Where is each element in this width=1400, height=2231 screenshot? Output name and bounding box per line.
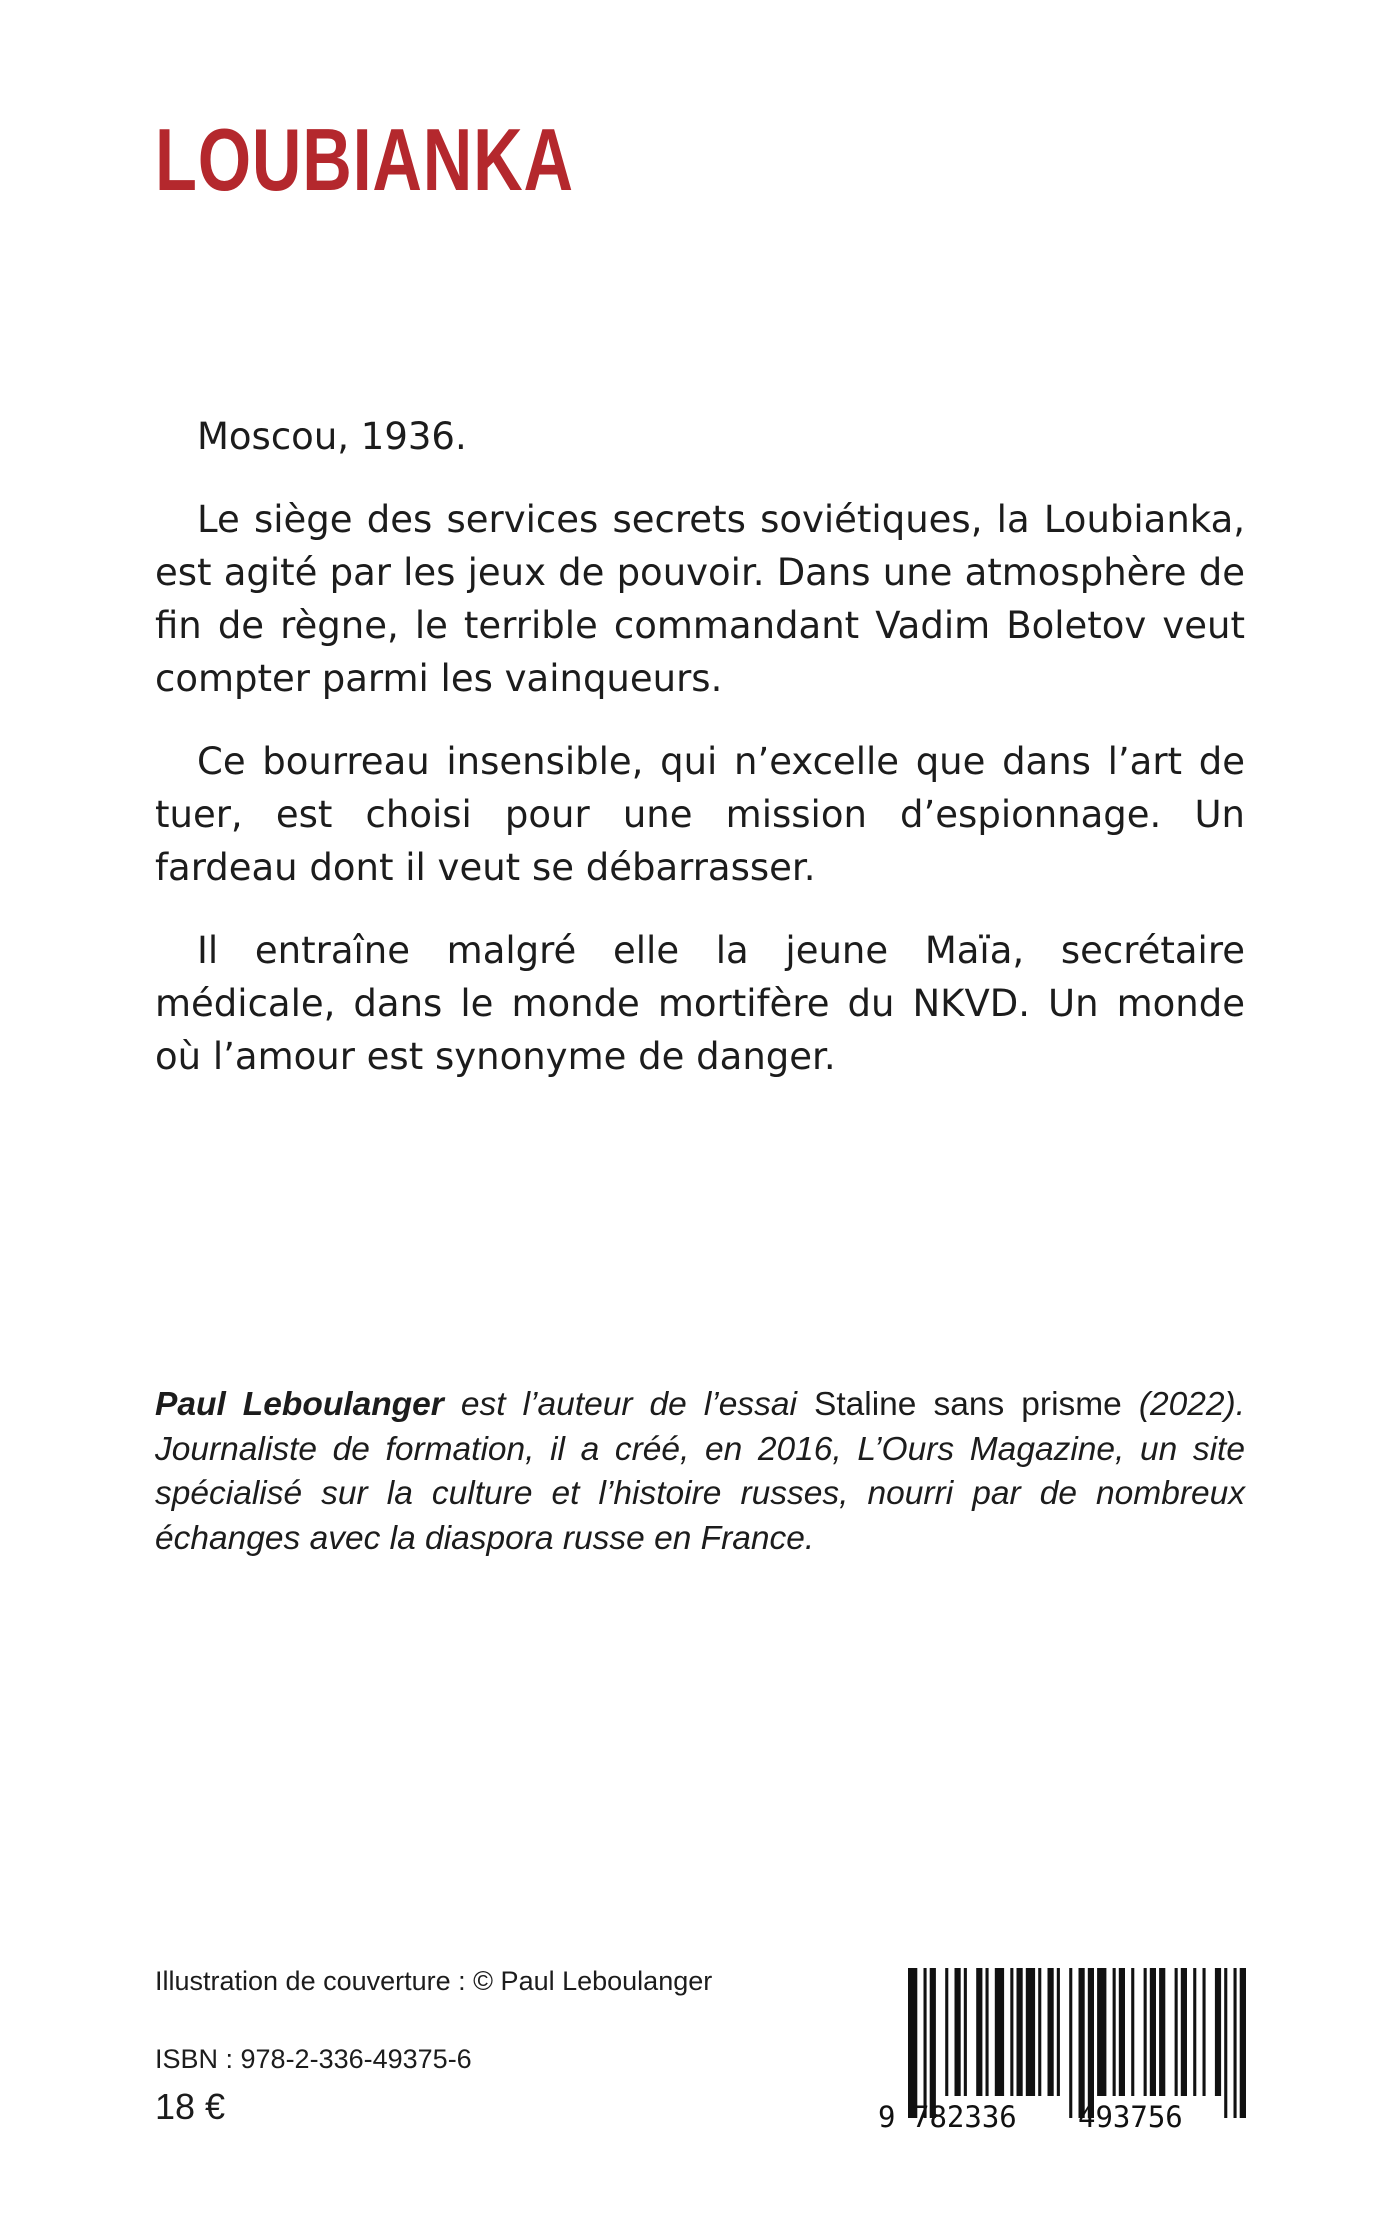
barcode-bar [955,1968,961,2096]
author-name: Paul Leboulanger [155,1386,444,1423]
blurb-paragraph: Moscou, 1936. [197,415,467,458]
barcode-bar [995,1968,1004,2096]
barcode-bar [908,1968,917,2118]
barcode-bar [1144,1968,1147,2096]
barcode-bar [986,1968,989,2096]
barcode-bar [1215,1968,1221,2096]
barcode-bar [1150,1968,1156,2096]
barcode-digits-right: 493756 [1078,2100,1183,2134]
book-title: LOUBIANKA [155,110,574,209]
barcode-bar [1017,1968,1023,2096]
barcode-bar [1088,1968,1094,2118]
essay-title: Staline sans prisme [814,1386,1122,1423]
barcode [878,1968,1246,2138]
blurb [155,410,1245,1113]
price: 18 € [155,2086,226,2127]
barcode-bar [976,1968,982,2096]
barcode-bar [1079,1968,1085,2118]
illustration-credit: Illustration de couverture : © Paul Leboulanger [155,1966,713,1996]
barcode-bar [1224,1968,1227,2118]
barcode-bar [1038,1968,1041,2096]
barcode-bar [1010,1968,1013,2096]
isbn: ISBN : 978-2-336-49375-6 [155,2044,472,2074]
bio-text-continued: (2022). Journaliste de formation, il a créé, en 2016, L’Ours Magazine, un site spécialisé sur la culture et l’histoire russes, nourri par de nombreux échanges avec la diaspora russe en France. [155,1386,1246,1557]
barcode-bar [1097,1968,1106,2096]
barcode-bar [924,1968,927,2118]
barcode-bar [930,1968,936,2118]
barcode-bar [1203,1968,1206,2096]
barcode-bar [1131,1968,1134,2096]
barcode-bar [1175,1968,1178,2096]
blurb-paragraph: Ce bourreau insensible, qui n’excelle que dans l’art de tuer, est choisi pour une mission d’espionnage. Un fardeau dont il veut se débarrasser. [155,740,1245,889]
barcode-digit-first: 9 [878,2100,896,2134]
barcode-bar [1048,1968,1054,2096]
barcode-bar [1159,1968,1165,2096]
barcode-bar [1181,1968,1187,2096]
barcode-bar [964,1968,967,2096]
blurb-paragraph: Il entraîne malgré elle la jeune Maïa, secrétaire médicale, dans le monde mortifère du NKVD. Un monde où l’amour est synonyme de danger. [155,929,1245,1078]
barcode-bar [1069,1968,1072,2118]
barcode-bar [945,1968,948,2096]
barcode-bar [1057,1968,1060,2096]
author-bio [155,1383,1245,1561]
bio-text: est l’auteur de l’essai [443,1386,814,1423]
barcode-digits [878,2100,1246,2134]
blurb-paragraph: Le siège des services secrets soviétiques, la Loubianka, est agité par les jeux de pouvoir. Dans une atmosphère de fin de règne, le terrible commandant Vadim Boletov veut compter parmi les vainqueurs. [155,498,1245,700]
barcode-bar [1026,1968,1035,2096]
barcode-digits-left: 782336 [912,2100,1017,2134]
barcode-bar [1240,1968,1246,2118]
barcode-bar [1193,1968,1196,2096]
barcode-bar [1113,1968,1116,2096]
barcode-bar [1234,1968,1237,2118]
barcode-bar [1119,1968,1125,2096]
